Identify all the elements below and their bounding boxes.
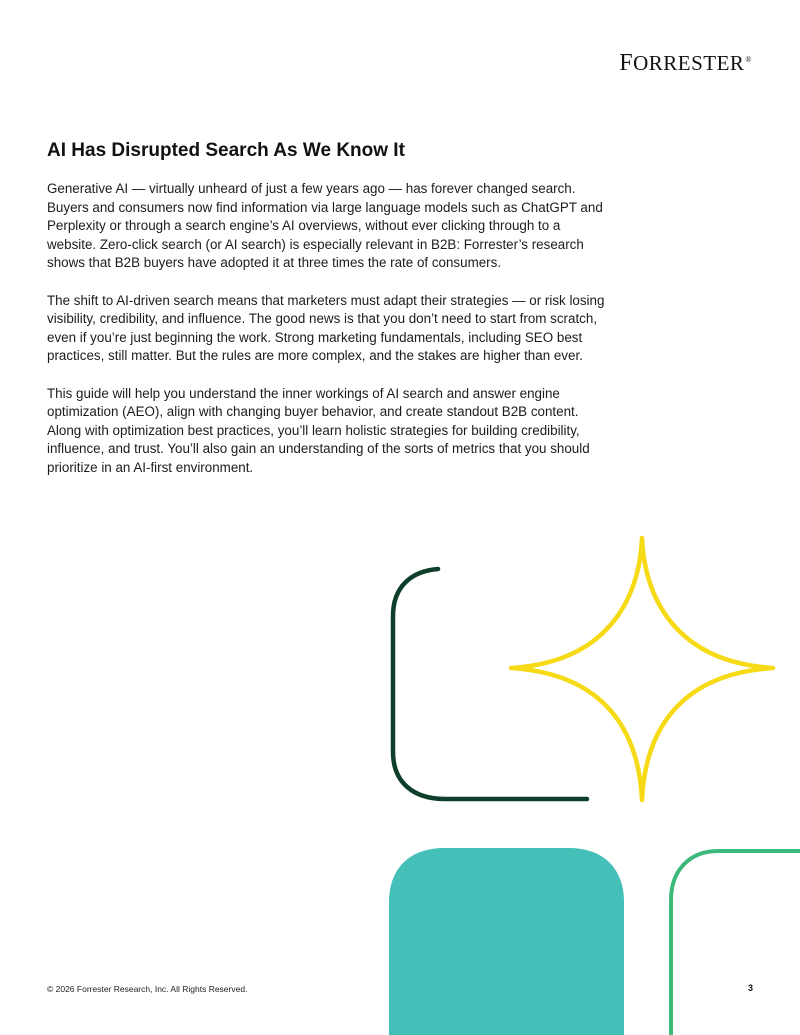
sparkle-star-icon [511,538,773,800]
paragraph-1: Generative AI — virtually unheard of just a few years ago — has forever changed search. Buyers and consumers now find information via large language models such as ChatGPT and Perplexity or through a search engine’s AI overviews, without ever clicking through to a website. Zero-click search (or AI search) is especially relevant in B2B: Forrester’s research shows that B2B buyers have adopted it at three times the rate of consumers. [47,181,603,271]
teal-rounded-block [389,848,624,1035]
footer-copyright: © 2026 Forrester Research, Inc. All Rights Reserved. [47,984,248,994]
paragraph-3: This guide will help you understand the inner workings of AI search and answer engine optimization (AEO), align with changing buyer behavior, and create standout B2B content. Along with optimization best practices, you’ll learn holistic strategies for building credibility, influence, and trust. You’ll also gain an understanding of the sorts of metrics that you should prioritize in an AI-first environment. [47,385,590,475]
registered-mark: ® [745,55,752,64]
green-rounded-outline [671,851,800,1035]
page-number: 3 [747,983,753,993]
forrester-logo: FORRESTER® [619,50,752,76]
paragraph-2: The shift to AI-driven search means that marketers must adapt their strategies — or risk losing visibility, credibility, and influence. The good news is that you don’t need to start from scratch, even if you’re just beginning the work. Strong marketing fundamentals, including SEO best practices, still matter. But the rules are more complex, and the stakes are higher than ever. [47,292,605,364]
logo-wordmark: ORRESTER [633,51,745,75]
dark-green-bracket-shape [393,569,587,799]
page-title: AI Has Disrupted Search As We Know It [47,140,405,161]
